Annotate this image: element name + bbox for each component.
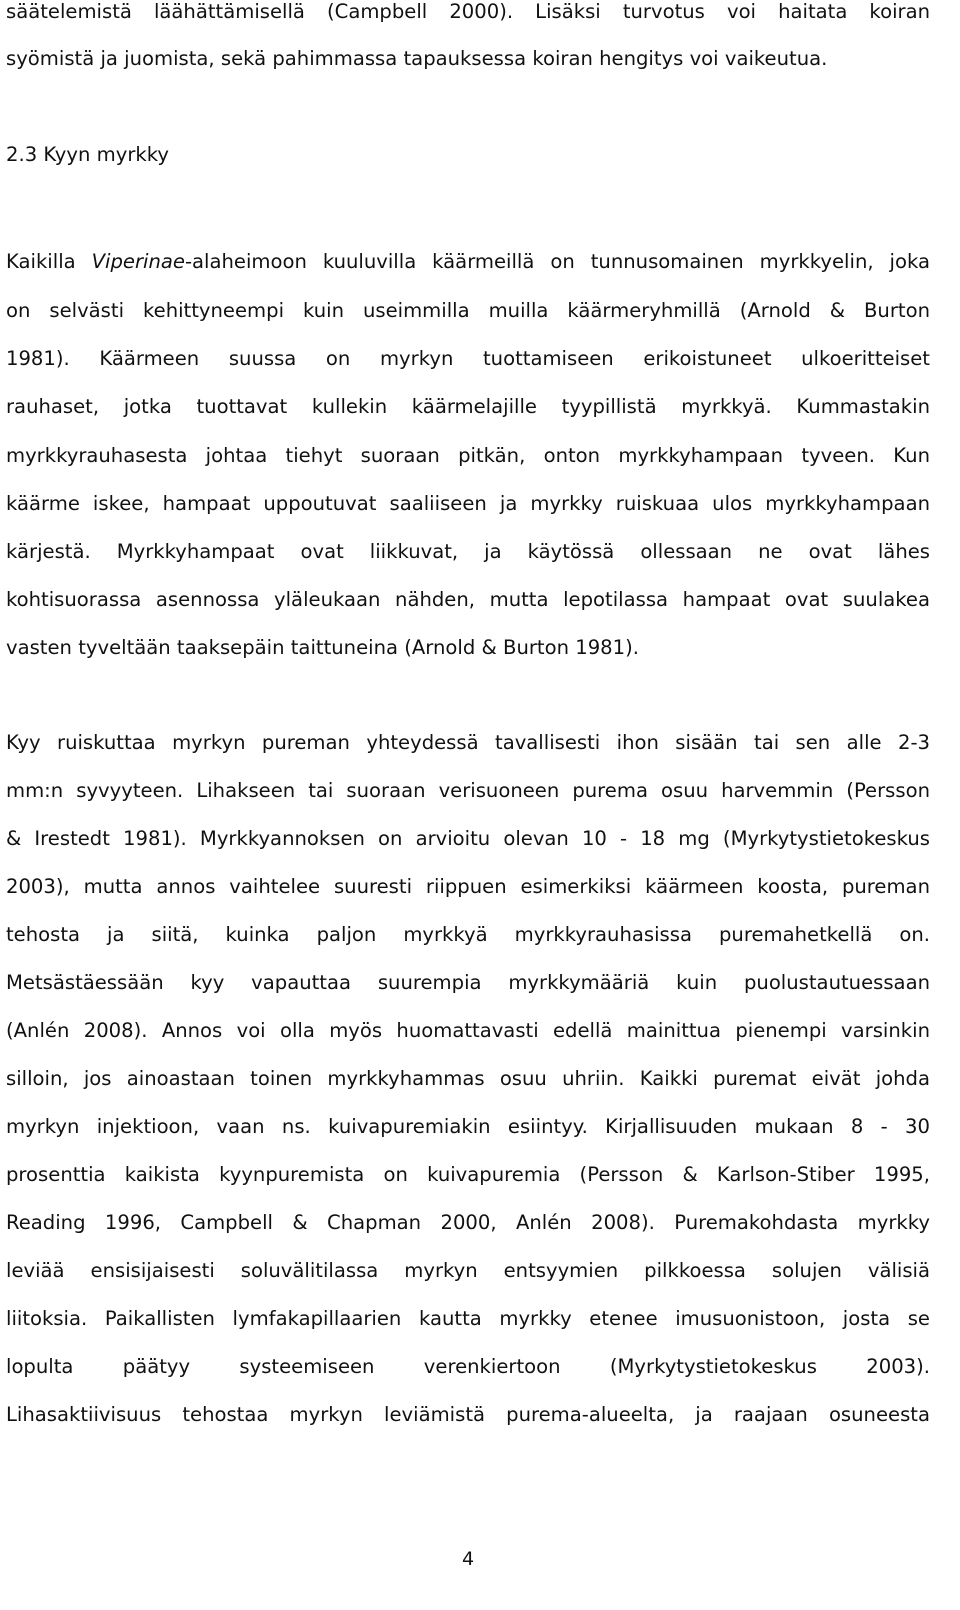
paragraph-2-line-2: mm:n syvyyteen. Lihakseen tai suoraan verisuoneen purema osuu harvemmin (Persson <box>6 779 930 802</box>
paragraph-2-line-6: Metsästäessään kyy vapauttaa suurempia myrkkymääriä kuin puolustautuessaan <box>6 971 930 994</box>
intro-line-2: syömistä ja juomista, sekä pahimmassa tapauksessa koiran hengitys voi vaikeutua. <box>6 47 828 70</box>
paragraph-2-line-9: myrkyn injektioon, vaan ns. kuivapuremiakin esiintyy. Kirjallisuuden mukaan 8 - 30 <box>6 1115 930 1138</box>
paragraph-1-line-5: myrkkyrauhasesta johtaa tiehyt suoraan pitkän, onton myrkkyhampaan tyveen. Kun <box>6 444 930 467</box>
paragraph-1-line-9: vasten tyveltään taaksepäin taittuneina (Arnold & Burton 1981). <box>6 636 639 659</box>
italic-taxon-name: Viperinae <box>91 250 185 273</box>
paragraph-2-line-1: Kyy ruiskuttaa myrkyn pureman yhteydessä tavallisesti ihon sisään tai sen alle 2-3 <box>6 731 930 754</box>
paragraph-1-line-8: kohtisuorassa asennossa yläleukaan nähden, mutta lepotilassa hampaat ovat suulakea <box>6 588 930 611</box>
paragraph-1-line-7: kärjestä. Myrkkyhampaat ovat liikkuvat, ja käytössä ollessaan ne ovat lähes <box>6 540 930 563</box>
paragraph-2-line-10: prosenttia kaikista kyynpuremista on kuivapuremia (Persson & Karlson-Stiber 1995, <box>6 1163 930 1186</box>
paragraph-1-line-4: rauhaset, jotka tuottavat kullekin käärmelajille tyypillistä myrkkyä. Kummastakin <box>6 395 930 418</box>
paragraph-2-line-15: Lihasaktiivisuus tehostaa myrkyn leviämistä purema-alueelta, ja raajaan osuneesta <box>6 1403 930 1426</box>
paragraph-1-line-1 <box>6 242 930 282</box>
paragraph-2-line-11: Reading 1996, Campbell & Chapman 2000, Anlén 2008). Puremakohdasta myrkky <box>6 1211 930 1234</box>
paragraph-2-line-14: lopulta päätyy systeemiseen verenkiertoon (Myrkytystietokeskus 2003). <box>6 1355 930 1378</box>
section-heading: 2.3 Kyyn myrkky <box>6 143 169 166</box>
paragraph-1-line-6: käärme iskee, hampaat uppoutuvat saaliiseen ja myrkky ruiskuaa ulos myrkkyhampaan <box>6 492 930 515</box>
paragraph-2-line-5: tehosta ja siitä, kuinka paljon myrkkyä myrkkyrauhasissa puremahetkellä on. <box>6 923 930 946</box>
paragraph-2-line-12: leviää ensisijaisesti soluvälitilassa myrkyn entsyymien pilkkoessa solujen välisiä <box>6 1259 930 1282</box>
paragraph-2-line-8: silloin, jos ainoastaan toinen myrkkyhammas osuu uhriin. Kaikki puremat eivät johda <box>6 1067 930 1090</box>
paragraph-2-line-4: 2003), mutta annos vaihtelee suuresti riippuen esimerkiksi käärmeen koosta, pureman <box>6 875 930 898</box>
paragraph-2-line-7: (Anlén 2008). Annos voi olla myös huomattavasti edellä mainittua pienempi varsinkin <box>6 1019 930 1042</box>
paragraph-1-line-1-end: -alaheimoon kuuluvilla käärmeillä on tunnusomainen myrkkyelin, joka <box>184 250 930 273</box>
intro-line-1: säätelemistä läähättämisellä (Campbell 2000). Lisäksi turvotus voi haitata koiran <box>6 0 930 23</box>
paragraph-2-line-3: & Irestedt 1981). Myrkkyannoksen on arvioitu olevan 10 - 18 mg (Myrkytystietokeskus <box>6 827 930 850</box>
paragraph-2-line-13: liitoksia. Paikallisten lymfakapillaarien kautta myrkky etenee imusuonistoon, josta se <box>6 1307 930 1330</box>
paragraph-1-line-2: on selvästi kehittyneempi kuin useimmilla muilla käärmeryhmillä (Arnold & Burton <box>6 299 930 322</box>
paragraph-1-line-3: 1981). Käärmeen suussa on myrkyn tuottamiseen erikoistuneet ulkoeritteiset <box>6 347 930 370</box>
paragraph-1-line-1-start: Kaikilla <box>6 250 92 273</box>
page-number: 4 <box>461 1548 475 1570</box>
